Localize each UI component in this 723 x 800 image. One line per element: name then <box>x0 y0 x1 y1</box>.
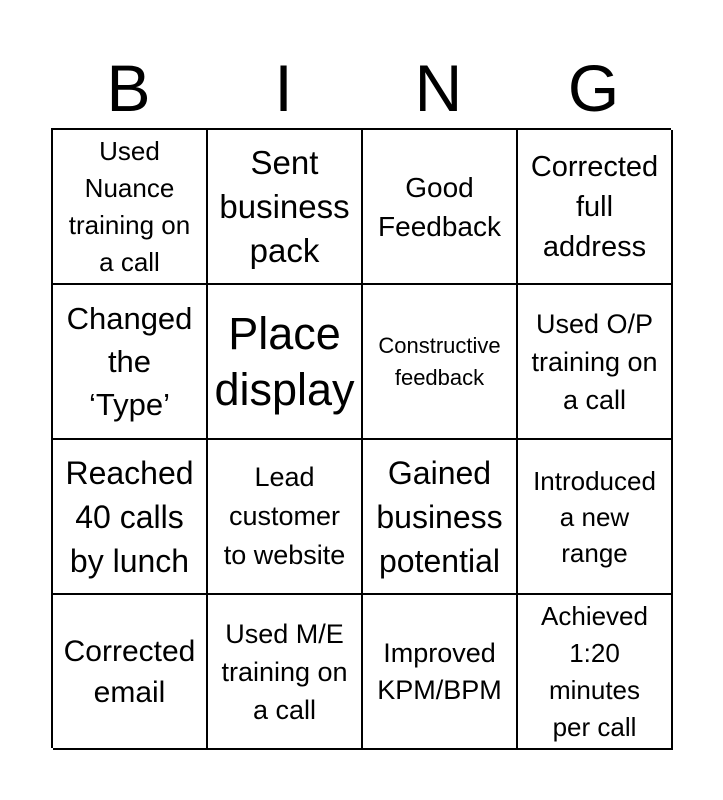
cell-text: Improved KPM/BPM <box>377 637 502 705</box>
bingo-grid <box>51 128 671 748</box>
bingo-cell[interactable] <box>518 440 673 595</box>
bingo-cell[interactable] <box>53 130 208 285</box>
bingo-cell[interactable] <box>518 595 673 750</box>
cell-text: Corrected full address <box>530 150 659 263</box>
cell-text: Good Feedback <box>378 171 501 242</box>
cell-text: Used O/P training on a call <box>531 308 658 415</box>
cell-text: Constructive feedback <box>378 332 501 390</box>
header-letter-n: N <box>414 51 463 125</box>
bingo-cell[interactable] <box>208 285 363 440</box>
cell-text: Introduced a new range <box>533 465 656 568</box>
header-letter-b: B <box>106 51 151 125</box>
cell-text: Corrected email <box>63 634 196 709</box>
cell-text: Used Nuance training on a call <box>68 135 191 277</box>
cell-text: Sent business pack <box>219 143 350 269</box>
header-letter-g: G <box>567 51 620 125</box>
bingo-cell[interactable] <box>53 595 208 750</box>
cell-text: Changed the ‘Type’ <box>66 301 193 422</box>
bingo-header <box>51 51 671 125</box>
bingo-cell[interactable] <box>363 130 518 285</box>
cell-text: Lead customer to website <box>223 462 346 570</box>
cell-text: Used M/E training on a call <box>221 618 348 725</box>
bingo-cell[interactable] <box>53 285 208 440</box>
cell-text: Place display <box>214 307 355 415</box>
cell-text: Achieved 1:20 minutes per call <box>541 600 648 742</box>
cell-text: Gained business potential <box>376 454 503 579</box>
bingo-cell[interactable] <box>363 440 518 595</box>
bingo-cell[interactable] <box>518 285 673 440</box>
bingo-cell[interactable] <box>208 130 363 285</box>
header-letter-i: I <box>274 51 293 125</box>
cell-text: Reached 40 calls by lunch <box>65 454 194 579</box>
bingo-cell[interactable] <box>208 440 363 595</box>
bingo-cell[interactable] <box>53 440 208 595</box>
bingo-cell[interactable] <box>363 595 518 750</box>
bingo-cell[interactable] <box>208 595 363 750</box>
bingo-cell[interactable] <box>363 285 518 440</box>
bingo-cell[interactable] <box>518 130 673 285</box>
